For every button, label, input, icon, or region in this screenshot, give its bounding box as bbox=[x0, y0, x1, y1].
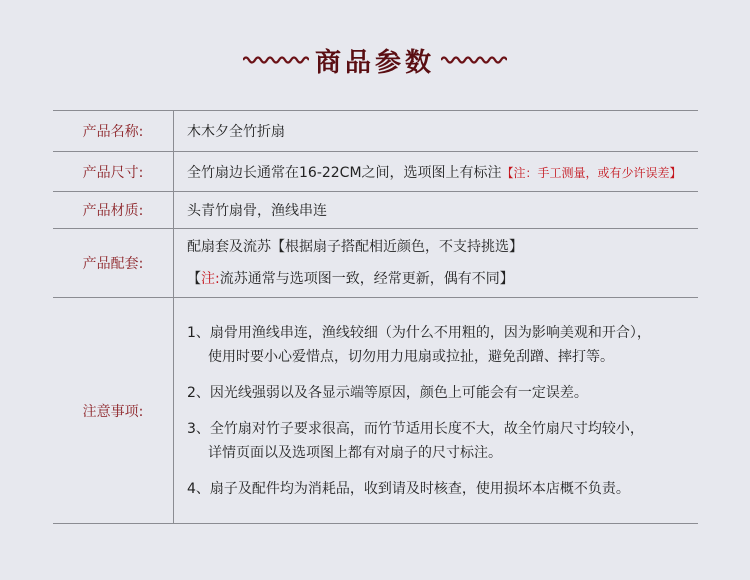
material-label: 产品材质: bbox=[53, 192, 174, 229]
wave-ornament-left-icon bbox=[243, 54, 309, 66]
accessory-note-text: 流苏通常与选项图一致，经常更新，偶有不同】 bbox=[219, 271, 514, 287]
size-note: 【注：手工测量，或有少许误差】 bbox=[501, 165, 682, 180]
param-row-name bbox=[53, 111, 698, 152]
name-value: 木木夕全竹折扇 bbox=[174, 111, 699, 152]
note-item-4 bbox=[187, 477, 698, 501]
note-item-2 bbox=[187, 381, 698, 405]
material-value: 头青竹扇骨，渔线串连 bbox=[174, 192, 699, 229]
wave-ornament-right-icon bbox=[441, 54, 507, 66]
accessory-note-open: 【 bbox=[187, 271, 201, 287]
accessory-note-prefix: 注: bbox=[201, 271, 220, 287]
product-params-table bbox=[53, 110, 698, 524]
note-1-line-1: 1、扇骨用渔线串连，渔线较细（为什么不用粗的，因为影响美观和开合）， bbox=[187, 324, 651, 341]
accessory-note bbox=[187, 269, 698, 289]
accessory-value: 配扇套及流苏【根据扇子搭配相近颜色，不支持挑选】 bbox=[187, 239, 523, 255]
note-1-line-2: 使用时要小心爱惜点，切勿用力甩扇或拉扯，避免刮蹭、摔打等。 bbox=[208, 348, 614, 365]
page-title: 商品参数 bbox=[314, 47, 435, 78]
param-row-size bbox=[53, 152, 698, 192]
section-header bbox=[0, 40, 750, 80]
note-4-line-1: 4、扇子及配件均为消耗品，收到请及时核查，使用损坏本店概不负责。 bbox=[187, 480, 630, 497]
notes-cell bbox=[174, 298, 699, 524]
note-3-line-2: 详情页面以及选项图上都有对扇子的尺寸标注。 bbox=[208, 444, 502, 461]
note-3-line-1: 3、全竹扇对竹子要求很高，而竹节适用长度不大，故全竹扇尺寸均较小， bbox=[187, 420, 644, 437]
size-label: 产品尺寸: bbox=[53, 152, 174, 192]
note-item-1 bbox=[187, 321, 698, 369]
size-value: 全竹扇边长通常在16-22CM之间，选项图上有标注 bbox=[187, 164, 502, 181]
param-row-accessory bbox=[53, 229, 698, 298]
size-cell bbox=[174, 152, 699, 192]
param-row-notes bbox=[53, 298, 698, 524]
accessory-label: 产品配套: bbox=[53, 229, 174, 298]
accessory-cell bbox=[174, 229, 699, 298]
note-2-line-1: 2、因光线强弱以及各显示端等原因，颜色上可能会有一定误差。 bbox=[187, 384, 588, 401]
notes-label: 注意事项: bbox=[53, 298, 174, 524]
note-item-3 bbox=[187, 417, 698, 465]
param-row-material bbox=[53, 192, 698, 229]
name-label: 产品名称: bbox=[53, 111, 174, 152]
